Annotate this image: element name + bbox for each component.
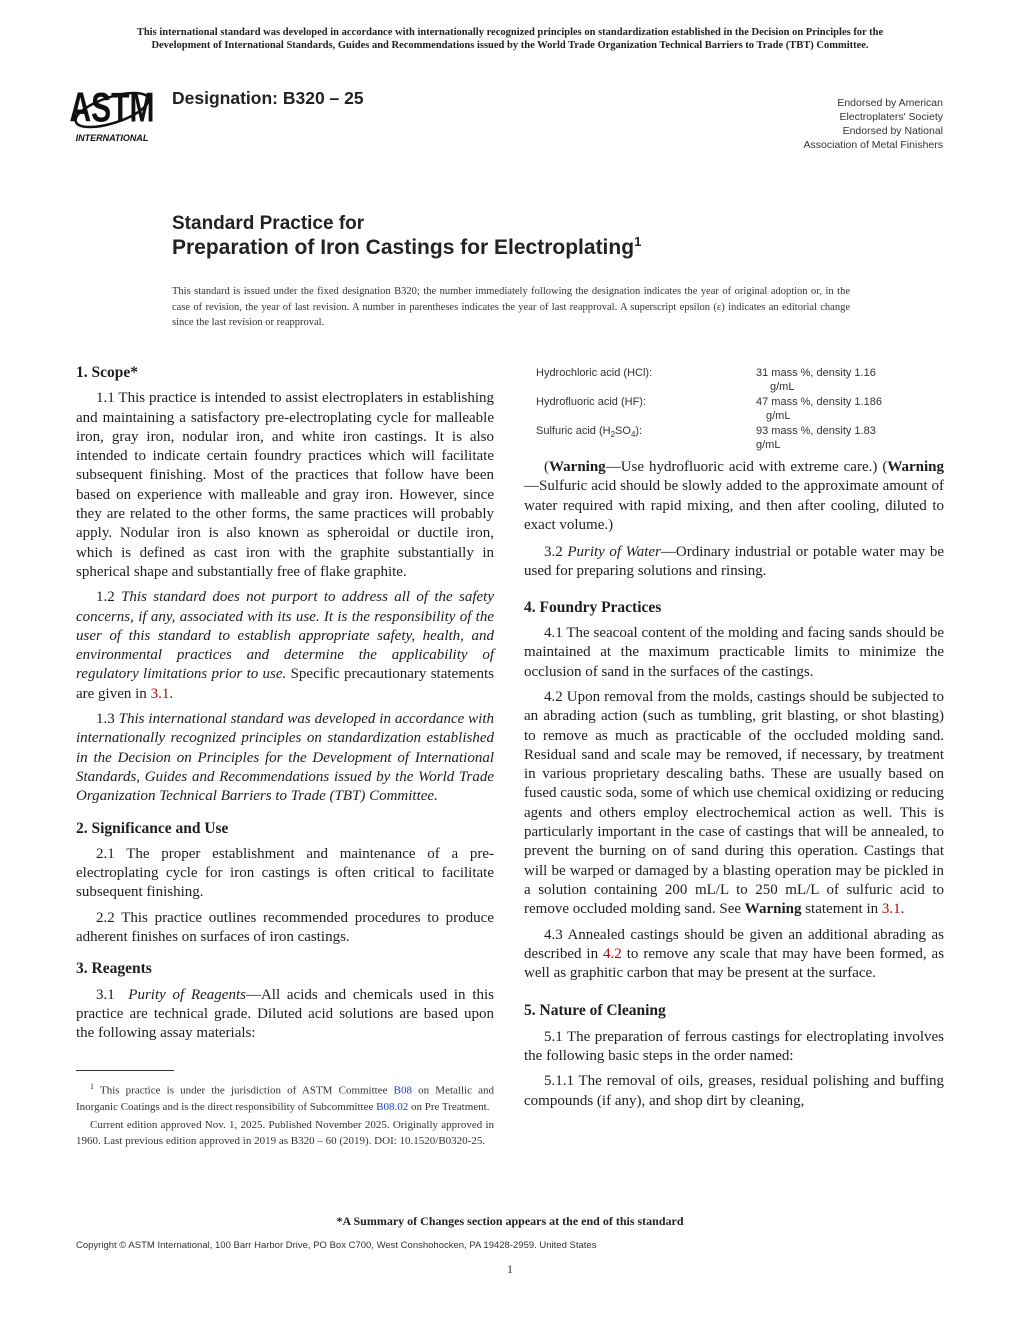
section-heading-scope: 1. Scope* (76, 364, 138, 381)
reagent-row (536, 395, 944, 423)
reagent-value (756, 395, 926, 423)
paragraph-3-2 (524, 543, 944, 582)
footnote-text: This practice is under the jurisdiction of ASTM Committee (99, 1084, 388, 1097)
reagent-name-part: ): (635, 425, 643, 437)
endorsement-line: Endorsed by American (837, 97, 943, 109)
reagent-row (536, 366, 944, 394)
designation: Designation: B320 – 25 (172, 88, 364, 108)
reagent-name-part: Sulfuric acid (H (536, 425, 611, 437)
document-title (172, 234, 641, 260)
astm-logo-icon (66, 78, 162, 144)
right-column (524, 366, 944, 1117)
reagent-spec: 31 mass %, density 1.16 (756, 367, 876, 379)
copyright: Copyright © ASTM International, 100 Barr Harbor Drive, PO Box C700, West Conshohocken, PA 19428-2959. United States (76, 1240, 597, 1251)
warning-label: Warning (887, 459, 944, 475)
footnote-1 (76, 1079, 494, 1115)
section-heading-significance: 2. Significance and Use (76, 819, 229, 837)
paragraph-4-1: 4.1 The seacoal content of the molding and facing sands should be maintained at the maximum practicable limits to minimize the occlusion of sand in the surfaces of the castings. (524, 625, 944, 680)
reagent-name: Hydrochloric acid (HCl): (536, 367, 653, 379)
warning-label: Warning (744, 901, 802, 918)
issue-note: This standard is issued under the fixed designation B320; the number immediately following the designation indicates the year of original adoption or, in the case of revision, the year of last revision. A number in parentheses indicates the year of last reapproval. A superscript epsilon (ε) indicates an editorial change since the last revision or reapproval. (172, 286, 850, 328)
warning-text: —Sulfuric acid should be slowly added to the approximate amount of water required with rapid mixing, and then after cooling, diluted to exact volume.) (524, 478, 944, 533)
warning-label: Warning (549, 459, 606, 475)
paragraph-text: —All acids and chemicals used in this practice are technical grade. Diluted acid solutions are based upon the following assay materials: (76, 986, 494, 1042)
paragraph-text: 4.2 Upon removal from the molds, castings should be subjected to an abrading action (such as tumbling, grit blasting, or shot blasting) to remove as much as practicable of the occluded molding sand. Residual sand and scale may be removed, if necessary, by treatment in various proprietary descaling baths. These are usually based on fused caustic soda, some of which use chemical oxidizing or reducing agents and others employ electrochemical action as well. This is particularly important in the case of castings that will be annealed, to prevent the burning on of sand during this operation. Castings that will be warped or damaged by a blasting operation may be pickled in a solution containing 200 mL/L to 250 mL/L of sulfuric acid to remove occluded molding sand. See (524, 688, 944, 918)
paragraph-text: statement in (805, 901, 879, 918)
paragraph-number: 3.2 (544, 544, 563, 561)
paragraph-number: 1.3 (96, 711, 115, 728)
committee-b08-link[interactable]: B08 (393, 1084, 412, 1097)
paragraph-text: Specific precautionary statements are given in (76, 666, 495, 702)
wto-statement: This international standard was developed in accordance with internationally recognized principles on standardization established in the Decision on Principles for the Development of International Standards, Guides and Recommendations issued by the World Trade Organization Technical Barriers to Trade (TBT) Committee. (76, 711, 494, 805)
reagent-row (536, 424, 944, 452)
endorsement-line: Endorsed by National (842, 125, 943, 137)
paragraph-5-1: 5.1 The preparation of ferrous castings for electroplating involves the following basic steps in the order named: (524, 1028, 944, 1065)
xref-3-1-link[interactable]: 3.1 (881, 901, 901, 918)
notice-line-2: Development of International Standards, Guides and Recommendations issued by the World Trade Organization Technical Barriers to Trade (TBT) Committee. (151, 40, 869, 51)
paragraph-title: Purity of Reagents (128, 986, 246, 1003)
reagent-unit: g/mL (756, 439, 781, 451)
endorsements (804, 96, 943, 152)
endorsement-line: Association of Metal Finishers (803, 139, 943, 151)
reagent-table (536, 366, 944, 452)
notice-line-1: This international standard was developed in accordance with internationally recognized principles on standardization established in the Decision on Principles for the (136, 27, 884, 38)
footnote-divider (76, 1070, 174, 1071)
reagent-spec: 93 mass %, density 1.83 (756, 425, 876, 437)
paragraph-5-1-1: 5.1.1 The removal of oils, greases, residual polishing and buffing compounds (if any), and shop dirt by cleaning, (524, 1073, 944, 1109)
logo-text: ASTM (69, 83, 155, 131)
paragraph-3-1 (76, 986, 494, 1044)
reagent-name-part: SO (615, 425, 631, 437)
section-heading-foundry: 4. Foundry Practices (524, 598, 662, 616)
reagent-unit: g/mL (770, 381, 795, 393)
paragraph-title: Purity of Water (567, 544, 661, 561)
summary-of-changes-note: *A Summary of Changes section appears at the end of this standard (336, 1214, 684, 1228)
subscript: 2 (610, 430, 616, 440)
paragraph-1-2: 1.2 This standard does not purport to address all of the safety concerns, if any, associated with its use. It is the responsibility of the user of this standard to establish appropriate safety, health, and environmental practices and determine the applicability of regulatory limitations prior to use. Specific precautionary statements are given in 3.1. (76, 589, 495, 702)
subscript: 4 (630, 430, 636, 440)
left-column (76, 363, 494, 1050)
footnote-text: on Metallic and Inorganic Coatings and is the direct responsibility of Subcommittee (76, 1084, 494, 1113)
section-heading-cleaning: 5. Nature of Cleaning (524, 1002, 666, 1020)
title-text: Preparation of Iron Castings for Electroplating (172, 236, 635, 259)
title-footnote-marker[interactable]: 1 (634, 234, 642, 249)
international-standard-notice (60, 26, 960, 52)
subcommittee-b08-02-link[interactable]: B08.02 (376, 1100, 409, 1113)
paragraph-text: —Ordinary industrial or potable water may be used for preparing solutions and rinsing. (524, 544, 944, 580)
paragraph-1-1: 1.1 This practice is intended to assist electroplaters in establishing and maintaining a satisfactory pre-electroplating cycle for malleable iron, gray iron, nodular iron, and white iron castings. It is also intended to indicate certain foundry practices which will facilitate subsequent finishing. Most of the practices that follow have been based on experience with malleable and gray iron. However, since they are related to the other forms, the same practices will probably apply. Nodular iron is also known as spheroidal or ductile iron, which is defined as cast iron with the graphite substantially in spherical shape and substantially free of flake graphite. (76, 390, 494, 580)
paragraph-number: 1.2 (96, 589, 115, 606)
warning-paragraph: (Warning—Use hydrofluoric acid with extreme care.) (Warning—Sulfuric acid should be slowly added to the approximate amount of water required with rapid mixing, and then after cooling, diluted to exact volume.) (524, 459, 944, 533)
page-number: 1 (507, 1262, 513, 1276)
footnotes (76, 1079, 494, 1151)
paragraph-1-3 (76, 710, 494, 806)
paragraph-2-1: 2.1 The proper establishment and maintenance of a pre-electroplating cycle for iron castings is often critical to facilitate subsequent finishing. (76, 845, 494, 901)
reagent-name (536, 424, 756, 452)
paragraph-2-2: 2.2 This practice outlines recommended procedures to produce adherent finishes on surfaces of iron castings. (76, 909, 494, 946)
reagent-spec: 47 mass %, density 1.186 (756, 396, 882, 408)
warning-text: —Use hydrofluoric acid with extreme care.) (605, 459, 878, 475)
svg-text:INTERNATIONAL: INTERNATIONAL (75, 133, 149, 143)
paragraph-4-2: 4.2 Upon removal from the molds, castings should be subjected to an abrading action (such as tumbling, grit blasting, or shot blasting) to remove as much as practicable of the occluded molding sand. Residual sand and scale may be removed, if necessary, by treatment in various proprietary descaling baths. These are usually based on fused caustic soda, some of which use chemical oxidizing or reducing agents and others employ electrochemical action as well. This is particularly important in the case of castings that will be annealed, to prevent the burning on of sand during this operation. Castings that will be warped or damaged by a blasting operation may be pickled in a solution containing 200 mL/L to 250 mL/L of sulfuric acid to remove occluded molding sand. See Warning statement in 3.1. (524, 688, 944, 918)
section-heading-reagents: 3. Reagents (76, 960, 152, 978)
footnote-edition: Current edition approved Nov. 1, 2025. Published November 2025. Originally approved in 1960. Last previous edition approved in 2019 as B320 – 60 (2019). DOI: 10.1520/B0320-25. (76, 1118, 494, 1147)
reagent-name: Hydrofluoric acid (HF): (536, 396, 647, 408)
reagent-unit: g/mL (766, 410, 791, 422)
paragraph-text: 4.3 Annealed castings should be given an additional abrading as described in (524, 926, 944, 962)
document-title-prefix: Standard Practice for (172, 213, 365, 234)
paragraph-4-3 (524, 926, 944, 984)
paragraph-text: to remove any scale that may have been formed, as well as graphitic carbon that may be present at the surface. (524, 945, 945, 982)
footnote-text: on Pre Treatment. (410, 1100, 490, 1113)
paragraph-number: 3.1 (96, 986, 115, 1003)
xref-3-1-link[interactable]: 3.1 (150, 685, 170, 702)
safety-disclaimer: This standard does not purport to address all of the safety concerns, if any, associated with its use. It is the responsibility of the user of this standard to establish appropriate safety, health, and environmental practices and determine the applicability of regulatory limitations prior to use. (76, 589, 495, 683)
footnote-marker: 1 (90, 1082, 94, 1091)
reagent-value (756, 366, 926, 394)
endorsement-line: Electroplaters' Society (839, 111, 943, 123)
reagent-value (756, 424, 926, 452)
xref-4-2-link[interactable]: 4.2 (603, 945, 622, 962)
